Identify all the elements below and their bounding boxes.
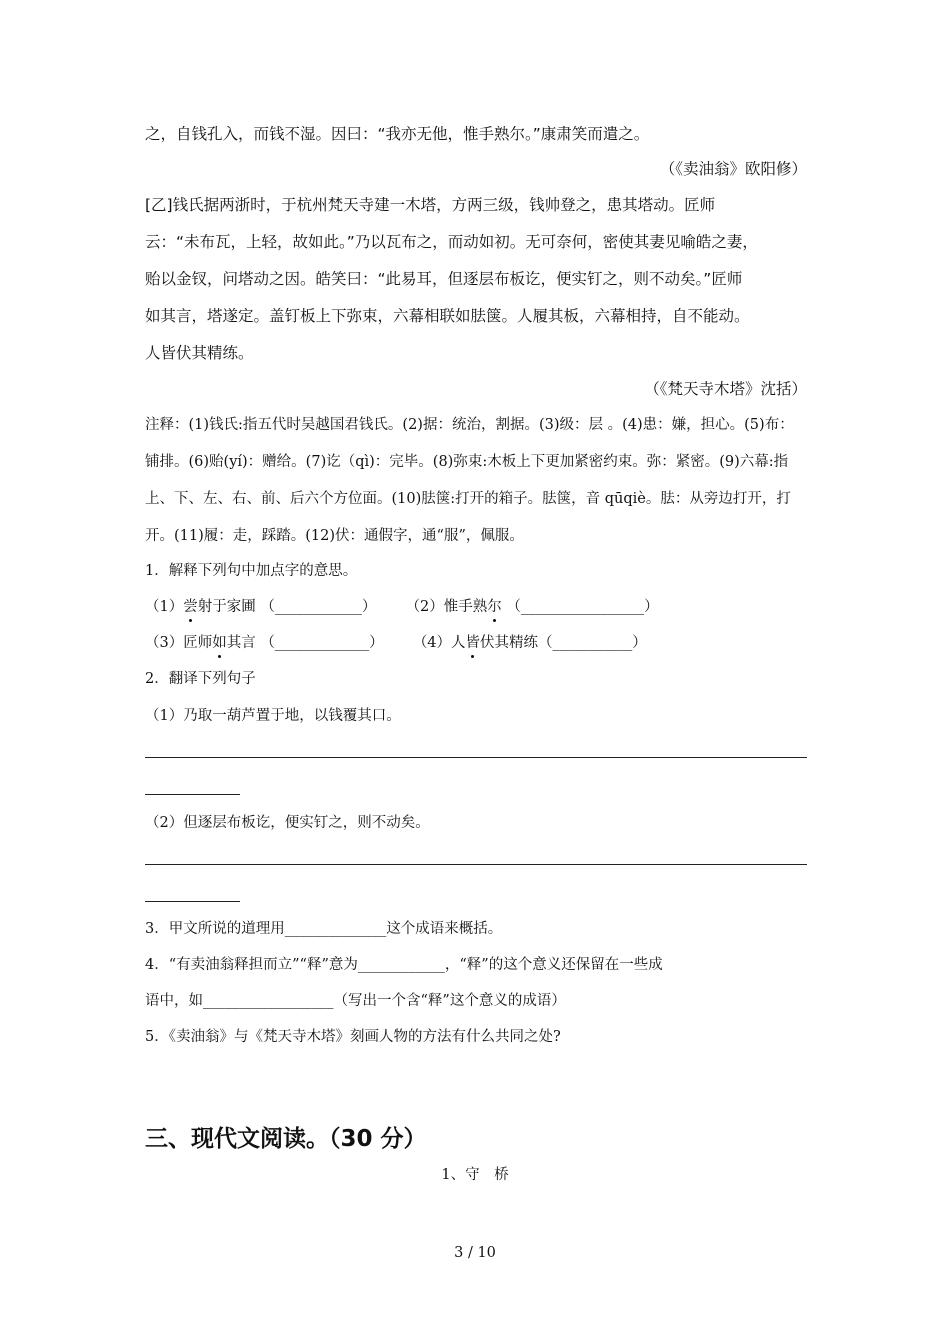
notes-line-4: 开。(11)履：走，踩踏。(12)伏：通假字，通“服”，佩服。: [145, 528, 524, 544]
q1-item-4-prefix: （4）人: [412, 635, 466, 651]
q1-item-1-prefix: （1）: [145, 599, 184, 615]
passage-b-line-2: 云：“未布瓦，上轻，故如此。”乃以瓦布之，而动如初。无可奈何，密使其妻见喻皓之妻，: [145, 233, 758, 251]
passage-a-ending: 之，自钱孔入，而钱不湿。因曰：“我亦无他，惟手熟尔。”康肃笑而遣之。: [145, 125, 650, 143]
source-a: （《卖油翁》欧阳修）: [659, 160, 807, 178]
question-1-title: 1．解释下列句中加点字的意思。: [145, 563, 358, 579]
question-5: 5．《卖油翁》与《梵天寺木塔》刻画人物的方法有什么共同之处?: [145, 1029, 561, 1045]
section-heading: 三、现代文阅读。（30 分）: [145, 1126, 427, 1152]
question-3: 3．甲文所说的道理用______________这个成语来概括。: [145, 921, 503, 937]
answer-line-1a[interactable]: [145, 757, 807, 758]
question-2-sentence-2: （2）但逐层布板讫，便实钉之，则不动矣。: [145, 815, 430, 831]
q1-item-2-blank[interactable]: （_________________）: [501, 599, 659, 615]
answer-line-2b[interactable]: [145, 901, 240, 902]
passage-b-line-4: 如其言，塔遂定。盖钉板上下弥束，六幕相联如胠箧。人履其板，六幕相持，自不能动。: [145, 307, 750, 325]
passage-b-line-3: 贻以金钗，问塔动之因。皓笑曰：“此易耳，但逐层布板讫，便实钉之，则不动矣。”匠师: [145, 270, 743, 288]
question-2-title: 2．翻译下列句子: [145, 671, 256, 687]
question-1-row-2: [145, 633, 807, 653]
answer-line-1b[interactable]: [145, 794, 240, 795]
q1-item-2-prefix: （2）惟手熟: [405, 599, 488, 615]
passage-b-line-1: [乙]钱氏据两浙时，于杭州梵天寺建一木塔，方两三级，钱帅登之，患其塔动。匠师: [145, 196, 716, 214]
passage-b-line-5: 人皆伏其精练。: [145, 344, 254, 362]
page-number: 3 / 10: [454, 1245, 496, 1261]
q1-item-1-dotted-char: 尝: [183, 599, 198, 615]
q1-item-4-blank[interactable]: 伏其精练（___________）: [480, 635, 647, 651]
question-4-line-2: 语中，如__________________（写出一个含“释”这个意义的成语）: [145, 993, 566, 1009]
notes-line-3: 上、下、左、右、前、后六个方位面。(10)胠箧:打开的箱子。胠箧，音 qūqiè。胠：从旁边打开，打: [145, 491, 791, 507]
answer-line-2a[interactable]: [145, 864, 807, 865]
question-1-row-1: [145, 597, 807, 617]
question-4-line-1: 4．“有卖油翁释担而立”“释”意为____________，“释”的这个意义还保留在一些成: [145, 957, 663, 973]
q1-item-4-dotted-char: 皆: [465, 635, 481, 651]
source-b: （《梵天寺木塔》沈括）: [644, 380, 807, 398]
q1-item-3-dotted-char: 如: [212, 635, 227, 651]
notes-line-2: 铺排。(6)贻(yí)：赠给。(7)讫（qì)：完毕。(8)弥束:木板上下更加紧密约束。弥：紧密。(9)六幕:指: [145, 454, 789, 470]
q1-item-3-prefix: （3）匠师: [145, 635, 213, 651]
story-title: 1、守 桥: [441, 1167, 509, 1183]
question-2-sentence-1: （1）乃取一葫芦置于地，以钱覆其口。: [145, 708, 401, 724]
q1-item-3-blank[interactable]: 其言 （_____________）: [226, 635, 384, 651]
notes-line-1: 注释：(1)钱氏:指五代时吴越国君钱氏。(2)据：统治，割据。(3)级：层 。(4)患：嫌，担心。(5)布：: [145, 417, 794, 433]
q1-item-1-blank[interactable]: 射于家圃 （____________）: [197, 599, 377, 615]
q1-item-2-dotted-char: 尔: [487, 599, 502, 615]
